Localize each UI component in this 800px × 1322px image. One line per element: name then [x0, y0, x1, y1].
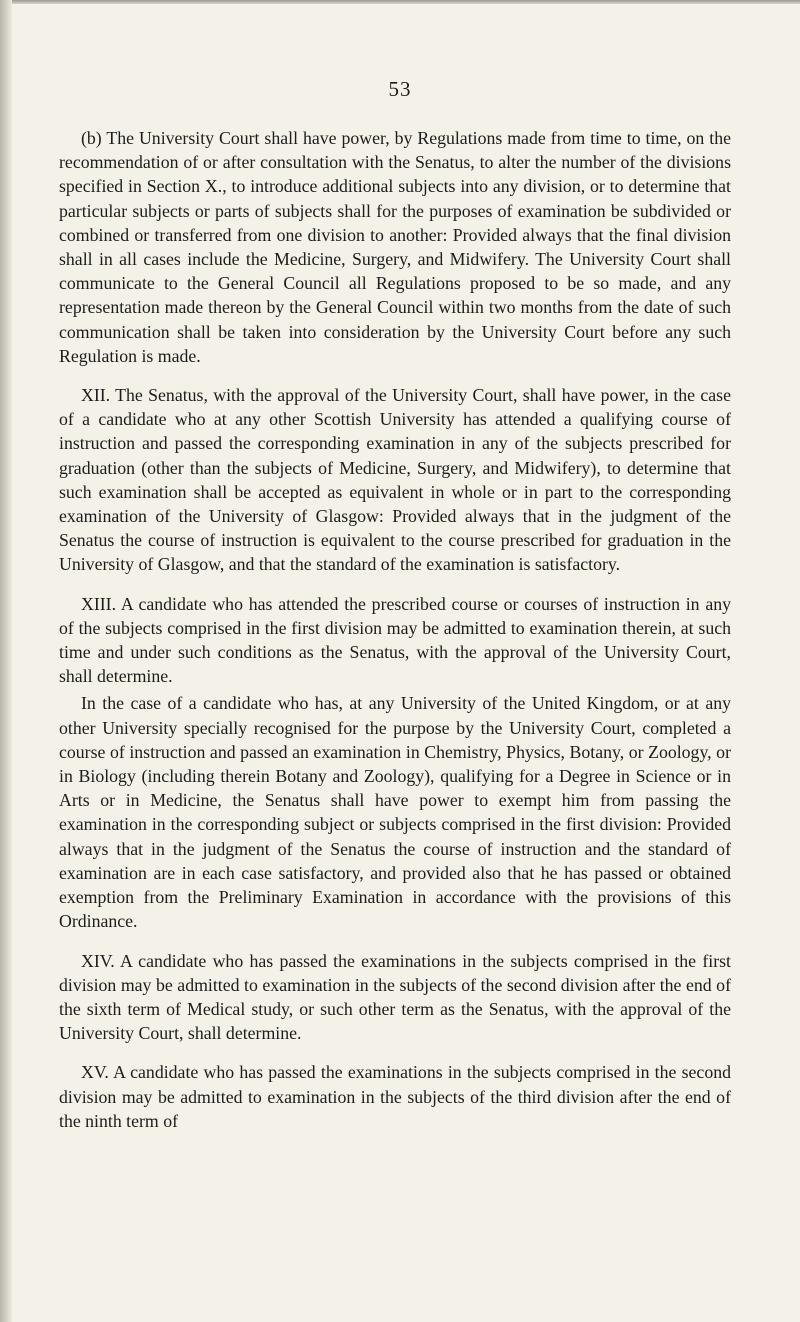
paragraph-b-university-court-regulations: (b) The University Court shall have power, by Regulations made from time to time, on the recommendation of or after consultation with the Senatus, to alter the number of the divisions specified in Section X., to introduce additional subjects into any division, or to determine that particular subjects or parts of subjects shall for the purposes of examination be subdivided or combined or transferred from one division to another: Provided always that the final division shall in all cases include the Medicine, Surgery, and Midwifery. The University Court shall communicate to the General Council all Regulations proposed to be so made, and any representation made thereon by the General Council within two months from the date of such communication shall be taken into consideration by the University Court before any such Regulation is made. [59, 128, 731, 366]
page-number: 53 [388, 77, 412, 101]
scan-binding-edge [0, 0, 12, 1322]
paragraph-xv-third-division: XV. A candidate who has passed the examinations in the subjects comprised in the second division may be admitted to examination in the subjects of the third division after the end of the ninth term of [59, 1062, 731, 1131]
paragraph-xiii-exemption: In the case of a candidate who has, at any University of the United Kingdom, or at any other University specially recognised for the purpose by the University Court, completed a course of instruction and passed an examination in Chemistry, Physics, Botany, or Zoology, or in Biology (including therein Botany and Zoology), qualifying for a Degree in Science or in Arts or in Medicine, the Senatus shall have power to exempt him from passing the examination in the corresponding subject or subjects comprised in the first division: Provided always that in the judgment of the Senatus the course of instruction and the standard of examination are in each case satisfactory, and provided also that he has passed or obtained exemption from the Preliminary Examination in accordance with the provisions of this Ordinance. [59, 693, 731, 932]
paragraph-xii-other-scottish-university: XII. The Senatus, with the approval of the University Court, shall have power, in the case of a candidate who at any other Scottish University has attended a qualifying course of instruction and passed the corresponding examination in any of the subjects prescribed for graduation (other than the subjects of Medicine, Surgery, and Midwifery), to determine that such examination shall be accepted as equivalent in whole or in part to the corresponding examination of the University of Glasgow: Provided always that in the judgment of the Senatus the course of instruction is equivalent to the course prescribed for graduation in the University of Glasgow, and that the standard of the examination is satisfactory. [59, 385, 731, 575]
page-body [59, 126, 731, 1148]
page-top-edge [0, 0, 800, 4]
paragraph-xiv-second-division: XIV. A candidate who has passed the examinations in the subjects comprised in the first division may be admitted to examination in the subjects of the second division after the end of the sixth term of Medical study, or such other term as the Senatus, with the approval of the University Court, shall determine. [59, 950, 731, 1044]
paragraph-xiii-first-division-admission: XIII. A candidate who has attended the prescribed course or courses of instruction in any of the subjects comprised in the first division may be admitted to examination therein, at such time and under such conditions as the Senatus, with the approval of the University Court, shall determine. [59, 593, 731, 687]
